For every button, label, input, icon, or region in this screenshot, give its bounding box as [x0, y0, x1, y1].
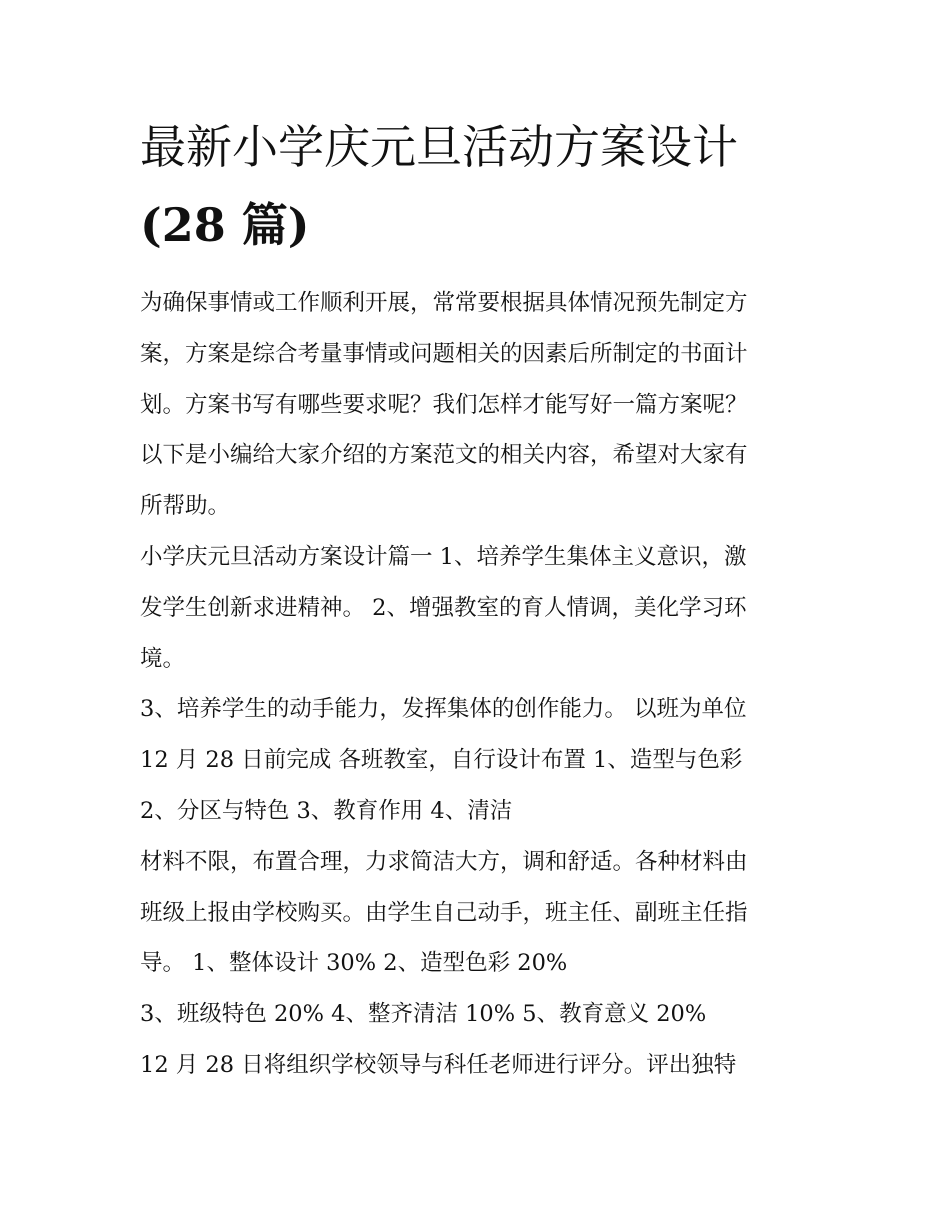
body-line: 为确保事情或工作顺利开展，常常要根据具体情况预先制定方 [140, 290, 748, 316]
body-line: 班级上报由学校购买。由学生自己动手，班主任、副班主任指 [140, 899, 748, 926]
body-line: 发学生创新求进精神。 2、增强教室的育人情调，美化学习环 [140, 594, 747, 621]
body-line: 划。方案书写有哪些要求呢？我们怎样才能写好一篇方案呢？ [140, 391, 748, 418]
body-line: 材料不限，布置合理，力求简洁大方，调和舒适。各种材料由 [140, 848, 748, 875]
body-line: 所帮助。 [140, 493, 231, 520]
body-line: 12 月 28 日将组织学校领导与科任老师进行评分。评出独特 [140, 1051, 737, 1078]
body-line: 境。 [140, 645, 186, 672]
body-line: 小学庆元旦活动方案设计篇一 1、培养学生集体主义意识，激 [140, 543, 747, 570]
document-title [140, 108, 820, 264]
body-line: 案，方案是综合考量事情或问题相关的因素后所制定的书面计 [140, 340, 748, 367]
title-line-1: 最新小学庆元旦活动方案设计 [140, 120, 738, 174]
body-line: 以下是小编给大家介绍的方案范文的相关内容，希望对大家有 [140, 442, 748, 469]
body-line: 12 月 28 日前完成 各班教室，自行设计布置 1、造型与色彩 [140, 747, 743, 774]
body-line: 3、培养学生的动手能力，发挥集体的创作能力。 以班为单位 [140, 696, 747, 723]
body-line: 导。 1、整体设计 30% 2、造型色彩 20% [140, 950, 568, 977]
body-line: 3、班级特色 20% 4、整齐清洁 10% 5、教育意义 20% [140, 1001, 707, 1028]
body-line: 2、分区与特色 3、教育作用 4、清洁 [140, 797, 513, 824]
document-body [140, 278, 820, 1091]
document-page [140, 108, 820, 1091]
title-line-2: (28 篇) [140, 198, 310, 252]
